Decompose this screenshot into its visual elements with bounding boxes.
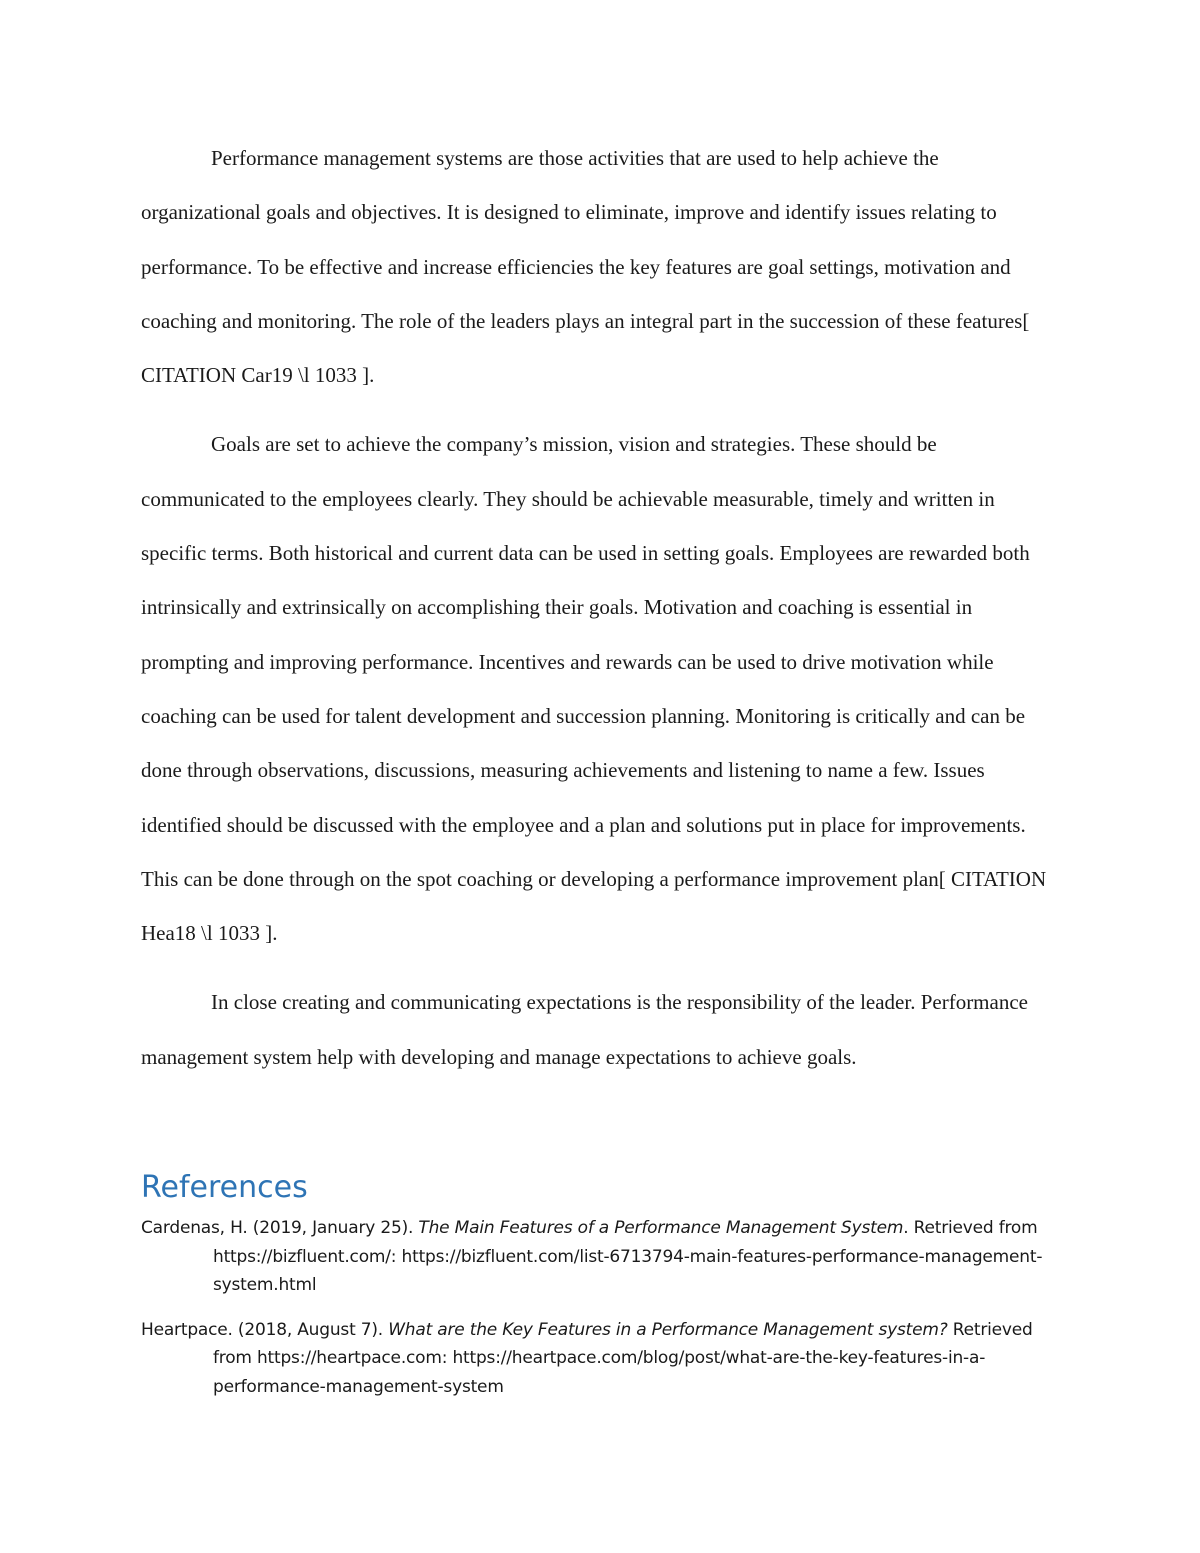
references-section [141, 1166, 1061, 1417]
paragraph-goals: Goals are set to achieve the company’s mission, vision and strategies. These should be communicated to the employees clearly. They should be achievable measurable, timely and written in specific terms. Both historical and current data can be used in setting goals. Employees are rewarded both intrinsically and extrinsically on accomplishing their goals. Motivation and coaching is essential in prompting and improving performance. Incentives and rewards can be used to drive motivation while coaching can be used for talent development and succession planning. Monitoring is critically and can be done through observations, discussions, measuring achievements and listening to name a few. Issues identified should be discussed with the employee and a plan and solutions put in place for improvements. This can be done through on the spot coaching or developing a performance improvement plan[ CITATION Hea18 \l 1033 ]. [141, 432, 1047, 946]
references-heading: References [141, 1170, 308, 1205]
reference-entry-cardenas [141, 1214, 1061, 1300]
reference-title: The Main Features of a Performance Management System [418, 1218, 904, 1238]
paragraph-performance-systems: Performance management systems are those activities that are used to help achieve the organizational goals and objectives. It is designed to eliminate, improve and identify issues relating to performance. To be effective and increase efficiencies the key features are goal settings, motivation and coaching and monitoring. The role of the leaders plays an integral part in the succession of these features[ CITATION Car19 \l 1033 ]. [141, 146, 1030, 388]
reference-title: What are the Key Features in a Performance Management system? [388, 1319, 948, 1340]
paragraph-conclusion: In close creating and communicating expectations is the responsibility of the leader. Performance management system help with developing and manage expectations to achieve goals. [141, 990, 1028, 1069]
document-body [141, 131, 1061, 1099]
reference-source: . Retrieved from https://bizfluent.com/: https://bizfluent.com/list-6713794-main-features-performance-management-system.html [213, 1218, 1043, 1295]
reference-entry-heartpace [141, 1316, 1061, 1402]
reference-author-date: Heartpace. (2018, August 7). [141, 1319, 389, 1340]
reference-author-date: Cardenas, H. (2019, January 25). [141, 1218, 419, 1238]
reference-source: Retrieved from https://heartpace.com: https://heartpace.com/blog/post/what-are-the-key-features-in-a-performance-management-system [213, 1319, 1033, 1397]
